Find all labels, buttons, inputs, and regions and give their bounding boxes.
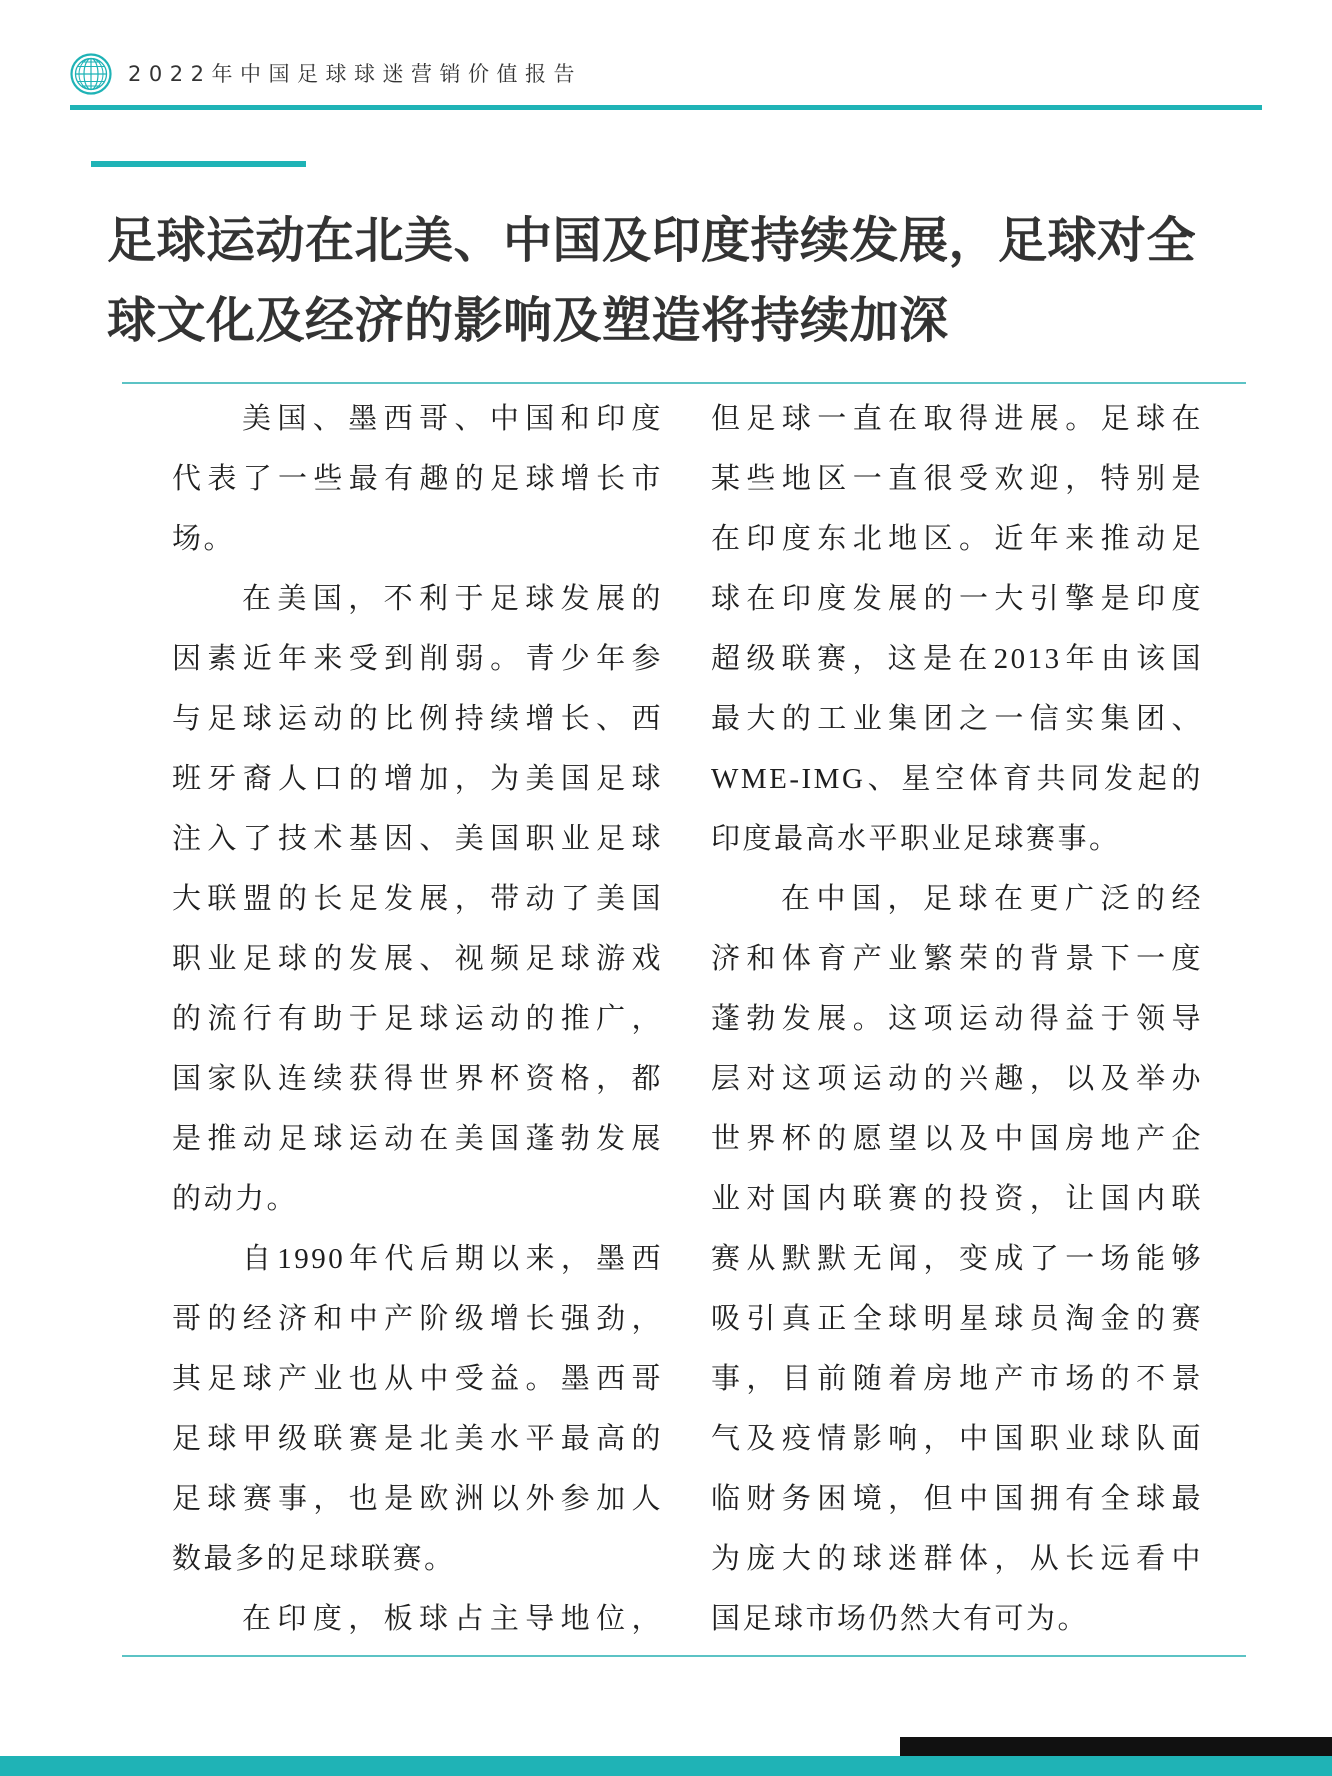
text-line: 层对这项运动的兴趣，以及举办 — [711, 1063, 1203, 1095]
text-line: 班牙裔人口的增加，为美国足球 — [172, 763, 663, 795]
text-line: 国家队连续获得世界杯资格，都 — [172, 1063, 663, 1095]
text-line: 自1990年代后期以来，墨西 — [242, 1243, 663, 1275]
footer-teal-band — [0, 1756, 1332, 1776]
text-line: 职业足球的发展、视频足球游戏 — [172, 943, 663, 975]
text-line: 临财务困境，但中国拥有全球最 — [711, 1483, 1203, 1515]
section-title — [107, 201, 1196, 361]
text-line: 的流行有助于足球运动的推广， — [172, 1003, 663, 1035]
section-title-line: 足球运动在北美、中国及印度持续发展，足球对全 — [107, 212, 1197, 269]
text-line: 济和体育产业繁荣的背景下一度 — [711, 943, 1203, 975]
text-line: 为庞大的球迷群体，从长远看中 — [711, 1543, 1203, 1575]
text-line: 美国、墨西哥、中国和印度 — [242, 403, 663, 435]
paragraph — [711, 869, 1203, 1649]
section-accent-bar — [91, 161, 306, 167]
text-line: 气及疫情影响，中国职业球队面 — [711, 1423, 1203, 1455]
text-line: 在印度，板球占主导地位， — [242, 1603, 663, 1635]
paragraph — [172, 569, 663, 1229]
text-line: 代表了一些最有趣的足球增长市 — [172, 463, 663, 495]
globe-logo-icon — [70, 53, 112, 95]
paragraph — [711, 389, 1203, 869]
text-line: 蓬勃发展。这项运动得益于领导 — [711, 1003, 1203, 1035]
text-line: 超级联赛，这是在2013年由该国 — [711, 643, 1203, 675]
section-title-line: 球文化及经济的影响及塑造将持续加深 — [107, 292, 949, 349]
text-line: 因素近年来受到削弱。青少年参 — [172, 643, 663, 675]
text-line: 的动力。 — [172, 1183, 299, 1215]
text-line: 足球赛事，也是欧洲以外参加人 — [172, 1483, 663, 1515]
text-line: 是推动足球运动在美国蓬勃发展 — [172, 1123, 663, 1155]
text-line: WME-IMG、星空体育共同发起的 — [711, 763, 1203, 795]
text-line: 与足球运动的比例持续增长、西 — [172, 703, 663, 735]
paragraph — [172, 1589, 663, 1649]
text-line: 在中国，足球在更广泛的经 — [781, 883, 1203, 915]
paragraph — [172, 389, 663, 569]
text-line: 事，目前随着房地产市场的不景 — [711, 1363, 1203, 1395]
text-line: 哥的经济和中产阶级增长强劲， — [172, 1303, 663, 1335]
text-line: 最大的工业集团之一信实集团、 — [711, 703, 1203, 735]
text-line: 大联盟的长足发展，带动了美国 — [172, 883, 663, 915]
text-line: 世界杯的愿望以及中国房地产企 — [711, 1123, 1203, 1155]
paragraph — [172, 1229, 663, 1589]
text-line: 注入了技术基因、美国职业足球 — [172, 823, 663, 855]
left-column — [172, 389, 663, 1649]
right-column — [711, 389, 1203, 1649]
text-line: 在美国，不利于足球发展的 — [242, 583, 663, 615]
text-line: 赛从默默无闻，变成了一场能够 — [711, 1243, 1203, 1275]
footer-dark-bar — [900, 1737, 1332, 1756]
divider-top — [122, 382, 1246, 384]
text-line: 足球甲级联赛是北美水平最高的 — [172, 1423, 663, 1455]
text-line: 数最多的足球联赛。 — [172, 1543, 456, 1575]
text-line: 在印度东北地区。近年来推动足 — [711, 523, 1203, 555]
text-line: 但足球一直在取得进展。足球在 — [711, 403, 1203, 435]
text-line: 球在印度发展的一大引擎是印度 — [711, 583, 1203, 615]
header-rule — [70, 105, 1262, 110]
text-line: 其足球产业也从中受益。墨西哥 — [172, 1363, 663, 1395]
text-line: 印度最高水平职业足球赛事。 — [711, 823, 1121, 855]
text-line: 吸引真正全球明星球员淘金的赛 — [711, 1303, 1203, 1335]
text-line: 业对国内联赛的投资，让国内联 — [711, 1183, 1203, 1215]
divider-bottom — [122, 1655, 1246, 1657]
text-line: 场。 — [172, 523, 236, 555]
text-line: 国足球市场仍然大有可为。 — [711, 1603, 1090, 1635]
text-line: 某些地区一直很受欢迎，特别是 — [711, 463, 1203, 495]
report-title: 2022年中国足球球迷营销价值报告 — [128, 62, 582, 86]
